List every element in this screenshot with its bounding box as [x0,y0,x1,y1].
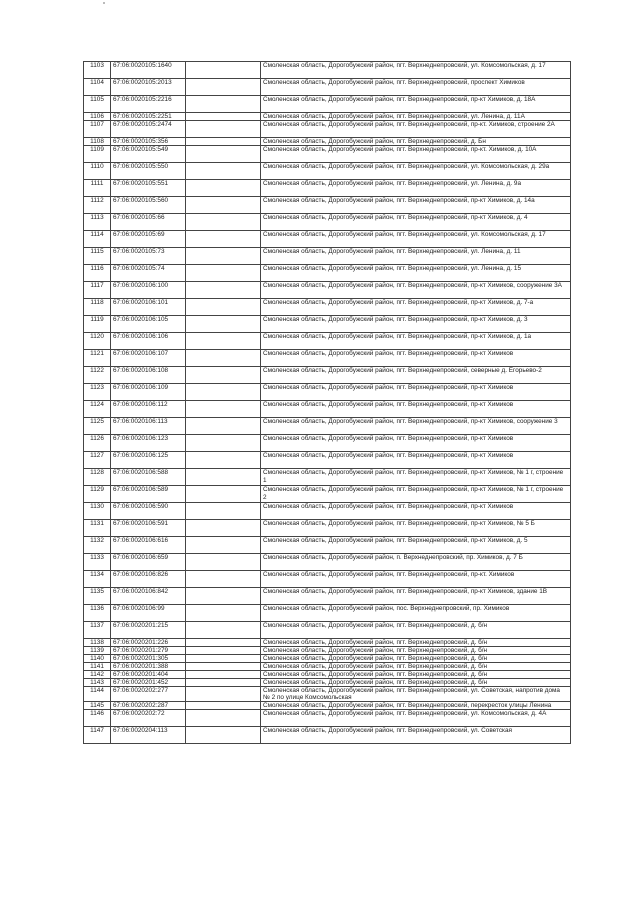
cadastral-number: 67:06:0020201:388 [111,663,186,671]
table-row [84,367,571,384]
row-number: 1112 [84,197,111,214]
row-number: 1105 [84,96,111,113]
address-cell: Смоленская область, Дорогобужский район, пгт. Верхнеднепровский, д. б/н [261,671,571,679]
cadastral-number: 67:06:0020105:551 [111,180,186,197]
row-number: 1108 [84,138,111,146]
address-cell: Смоленская область, Дорогобужский район, пгт. Верхнеднепровский, пр-кт Химиков [261,503,571,520]
empty-cell [186,214,261,231]
table-row [84,214,571,231]
address-cell: Смоленская область, Дорогобужский район, пгт. Верхнеднепровский, проспект Химиков [261,79,571,96]
table-row [84,605,571,622]
address-cell: Смоленская область, Дорогобужский район, пос. Верхнеднепровский, пр. Химиков [261,605,571,622]
address-cell: Смоленская область, Дорогобужский район, пгт. Верхнеднепровский, ул. Комсомольская, д. 17 [261,62,571,79]
cadastral-number: 67:06:0020105:74 [111,265,186,282]
table-row [84,146,571,163]
address-cell: Смоленская область, Дорогобужский район, пгт. Верхнеднепровский, пр-кт Химиков, № 5 Б [261,520,571,537]
empty-cell [186,503,261,520]
row-number: 1136 [84,605,111,622]
empty-cell [186,197,261,214]
registry-body [84,62,571,744]
empty-cell [186,163,261,180]
address-cell: Смоленская область, Дорогобужский район, пгт. Верхнеднепровский, пр-кт Химиков [261,452,571,469]
row-number: 1128 [84,469,111,486]
address-cell: Смоленская область, Дорогобужский район, пгт. Верхнеднепровский, северные д. Егорьево-2 [261,367,571,384]
cadastral-number: 67:06:0020202:287 [111,702,186,710]
row-number: 1120 [84,333,111,350]
row-number: 1127 [84,452,111,469]
table-row [84,113,571,121]
address-cell: Смоленская область, Дорогобужский район, пгт. Верхнеднепровский, ул. Ленина, д. 11А [261,113,571,121]
empty-cell [186,113,261,121]
cadastral-number: 67:06:0020105:2216 [111,96,186,113]
empty-cell [186,282,261,299]
row-number: 1113 [84,214,111,231]
table-row [84,350,571,367]
cadastral-number: 67:06:0020201:452 [111,679,186,687]
address-cell: Смоленская область, Дорогобужский район, пгт. Верхнеднепровский, д. б/н [261,647,571,655]
table-row [84,265,571,282]
cadastral-number: 67:06:0020106:108 [111,367,186,384]
empty-cell [186,554,261,571]
address-cell: Смоленская область, Дорогобужский район, пгт. Верхнеднепровский, ул. Комсомольская, д. 17 [261,231,571,248]
cadastral-number: 67:06:0020105:356 [111,138,186,146]
registry-table [83,61,571,744]
table-row [84,299,571,316]
address-cell: Смоленская область, Дорогобужский район, пгт. Верхнеднепровский, пр-кт Химиков [261,384,571,401]
empty-cell [186,571,261,588]
row-number: 1125 [84,418,111,435]
table-row [84,671,571,679]
cadastral-number: 67:06:0020106:113 [111,418,186,435]
address-cell: Смоленская область, Дорогобужский район, пгт. Верхнеднепровский, ул. Советская, напротив дома № 2 по улице Комсомольская [261,687,571,702]
address-cell: Смоленская область, Дорогобужский район, пгт. Верхнеднепровский, пр-кт Химиков, № 1 г, строение 1 [261,469,571,486]
empty-cell [186,679,261,687]
address-cell: Смоленская область, Дорогобужский район, пгт. Верхнеднепровский, пр-кт Химиков, д. 14а [261,197,571,214]
table-row [84,710,571,727]
address-cell: Смоленская область, Дорогобужский район, пгт. Верхнеднепровский, перекресток улицы Ленина [261,702,571,710]
table-row [84,639,571,647]
row-number: 1106 [84,113,111,121]
cadastral-number: 67:06:0020105:2474 [111,121,186,138]
row-number: 1130 [84,503,111,520]
cadastral-number: 67:06:0020105:73 [111,248,186,265]
table-row [84,79,571,96]
address-cell: Смоленская область, Дорогобужский район, пгт. Верхнеднепровский, пр-кт Химиков, здание 1В [261,588,571,605]
cadastral-number: 67:06:0020106:100 [111,282,186,299]
row-number: 1139 [84,647,111,655]
cadastral-number: 67:06:0020201:226 [111,639,186,647]
table-row [84,282,571,299]
address-cell: Смоленская область, Дорогобужский район, пгт. Верхнеднепровский, ул. Ленина, д. 9а [261,180,571,197]
table-row [84,486,571,503]
empty-cell [186,62,261,79]
table-row [84,452,571,469]
empty-cell [186,418,261,435]
address-cell: Смоленская область, Дорогобужский район, п. Верхнеднепровский, пр. Химиков, д. 7 Б [261,554,571,571]
address-cell: Смоленская область, Дорогобужский район, пгт. Верхнеднепровский, пр-кт Химиков [261,435,571,452]
cadastral-number: 67:06:0020106:826 [111,571,186,588]
row-number: 1114 [84,231,111,248]
address-cell: Смоленская область, Дорогобужский район, пгт. Верхнеднепровский, д. б/н [261,655,571,663]
row-number: 1103 [84,62,111,79]
cadastral-number: 67:06:0020204:113 [111,727,186,744]
table-row [84,384,571,401]
table-row [84,231,571,248]
address-cell: Смоленская область, Дорогобужский район, пгт. Верхнеднепровский, пр-кт Химиков [261,401,571,418]
table-row [84,163,571,180]
address-cell: Смоленская область, Дорогобужский район, пгт. Верхнеднепровский, пр-кт Химиков, д. 3 [261,316,571,333]
table-row [84,333,571,350]
row-number: 1122 [84,367,111,384]
address-cell: Смоленская область, Дорогобужский район, пгт. Верхнеднепровский, пр-кт Химиков, № 1 г, строение 2 [261,486,571,503]
empty-cell [186,350,261,367]
cadastral-number: 67:06:0020106:109 [111,384,186,401]
address-cell: Смоленская область, Дорогобужский район, пгт. Верхнеднепровский, д. б/н [261,679,571,687]
row-number: 1147 [84,727,111,744]
empty-cell [186,146,261,163]
table-row [84,197,571,214]
table-row [84,469,571,486]
cadastral-number: 67:06:0020106:105 [111,316,186,333]
row-number: 1116 [84,265,111,282]
cadastral-number: 67:06:0020106:99 [111,605,186,622]
empty-cell [186,401,261,418]
cadastral-number: 67:06:0020106:842 [111,588,186,605]
empty-cell [186,96,261,113]
address-cell: Смоленская область, Дорогобужский район, пгт. Верхнеднепровский, д. б/н [261,639,571,647]
scan-speck [103,2,105,4]
table-row [84,588,571,605]
address-cell: Смоленская область, Дорогобужский район, пгт. Верхнеднепровский, д. б/н [261,663,571,671]
table-row [84,435,571,452]
row-number: 1111 [84,180,111,197]
table-row [84,622,571,639]
cadastral-number: 67:06:0020201:305 [111,655,186,663]
cadastral-number: 67:06:0020202:72 [111,710,186,727]
cadastral-number: 67:06:0020201:279 [111,647,186,655]
empty-cell [186,180,261,197]
address-cell: Смоленская область, Дорогобужский район, пгт. Верхнеднепровский, пр-кт. Химиков, строение 2А [261,121,571,138]
table-row [84,138,571,146]
cadastral-number: 67:06:0020106:588 [111,469,186,486]
address-cell: Смоленская область, Дорогобужский район, пгт. Верхнеднепровский, ул. Советская [261,727,571,744]
empty-cell [186,486,261,503]
empty-cell [186,520,261,537]
table-row [84,702,571,710]
table-row [84,248,571,265]
empty-cell [186,710,261,727]
empty-cell [186,647,261,655]
cadastral-number: 67:06:0020202:277 [111,687,186,702]
cadastral-number: 67:06:0020106:112 [111,401,186,418]
row-number: 1110 [84,163,111,180]
empty-cell [186,663,261,671]
table-row [84,655,571,663]
address-cell: Смоленская область, Дорогобужский район, пгт. Верхнеднепровский, ул. Ленина, д. 11 [261,248,571,265]
table-row [84,571,571,588]
address-cell: Смоленская область, Дорогобужский район, пгт. Верхнеднепровский, пр-кт Химиков, д. 7-а [261,299,571,316]
empty-cell [186,121,261,138]
row-number: 1118 [84,299,111,316]
address-cell: Смоленская область, Дорогобужский район, пгт. Верхнеднепровский, д. б/н [261,622,571,639]
empty-cell [186,639,261,647]
cadastral-number: 67:06:0020106:106 [111,333,186,350]
table-row [84,687,571,702]
table-row [84,537,571,554]
row-number: 1142 [84,671,111,679]
address-cell: Смоленская область, Дорогобужский район, пгт. Верхнеднепровский, пр-кт Химиков, сооружение 3 [261,418,571,435]
cadastral-number: 67:06:0020106:107 [111,350,186,367]
empty-cell [186,469,261,486]
empty-cell [186,702,261,710]
row-number: 1134 [84,571,111,588]
row-number: 1117 [84,282,111,299]
empty-cell [186,605,261,622]
cadastral-number: 67:06:0020105:549 [111,146,186,163]
empty-cell [186,588,261,605]
address-cell: Смоленская область, Дорогобужский район, пгт. Верхнеднепровский, пр-кт Химиков, д. 4 [261,214,571,231]
address-cell: Смоленская область, Дорогобужский район, пгт. Верхнеднепровский, ул. Комсомольская, д. 4А [261,710,571,727]
table-row [84,62,571,79]
empty-cell [186,231,261,248]
empty-cell [186,316,261,333]
row-number: 1143 [84,679,111,687]
address-cell: Смоленская область, Дорогобужский район, пгт. Верхнеднепровский, пр-кт Химиков, д. 18А [261,96,571,113]
row-number: 1132 [84,537,111,554]
table-row [84,679,571,687]
table-row [84,96,571,113]
empty-cell [186,435,261,452]
empty-cell [186,265,261,282]
empty-cell [186,384,261,401]
row-number: 1119 [84,316,111,333]
cadastral-number: 67:06:0020106:123 [111,435,186,452]
cadastral-number: 67:06:0020201:404 [111,671,186,679]
cadastral-number: 67:06:0020105:2013 [111,79,186,96]
empty-cell [186,622,261,639]
row-number: 1135 [84,588,111,605]
cadastral-number: 67:06:0020105:69 [111,231,186,248]
row-number: 1131 [84,520,111,537]
address-cell: Смоленская область, Дорогобужский район, пгт. Верхнеднепровский, пр-кт Химиков, сооружение 3А [261,282,571,299]
cadastral-number: 67:06:0020105:550 [111,163,186,180]
table-row [84,520,571,537]
empty-cell [186,687,261,702]
empty-cell [186,655,261,663]
table-row [84,647,571,655]
cadastral-number: 67:06:0020106:590 [111,503,186,520]
cadastral-number: 67:06:0020106:589 [111,486,186,503]
row-number: 1124 [84,401,111,418]
empty-cell [186,452,261,469]
row-number: 1121 [84,350,111,367]
table-row [84,503,571,520]
empty-cell [186,299,261,316]
row-number: 1133 [84,554,111,571]
cadastral-number: 67:06:0020106:591 [111,520,186,537]
row-number: 1109 [84,146,111,163]
table-row [84,418,571,435]
table-row [84,121,571,138]
empty-cell [186,537,261,554]
address-cell: Смоленская область, Дорогобужский район, пгт. Верхнеднепровский, ул. Комсомольская, д. 29а [261,163,571,180]
address-cell: Смоленская область, Дорогобужский район, пгт. Верхнеднепровский, пр-кт Химиков, д. 1а [261,333,571,350]
cadastral-number: 67:06:0020106:125 [111,452,186,469]
empty-cell [186,333,261,350]
table-row [84,554,571,571]
address-cell: Смоленская область, Дорогобужский район, пгт. Верхнеднепровский, пр-кт Химиков, д. 5 [261,537,571,554]
address-cell: Смоленская область, Дорогобужский район, пгт. Верхнеднепровский, пр-кт. Химиков, д. 10А [261,146,571,163]
cadastral-number: 67:06:0020105:2251 [111,113,186,121]
row-number: 1140 [84,655,111,663]
row-number: 1115 [84,248,111,265]
row-number: 1145 [84,702,111,710]
row-number: 1144 [84,687,111,702]
address-cell: Смоленская область, Дорогобужский район, пгт. Верхнеднепровский, д. Бн [261,138,571,146]
empty-cell [186,79,261,96]
address-cell: Смоленская область, Дорогобужский район, пгт. Верхнеднепровский, пр-кт Химиков [261,350,571,367]
row-number: 1107 [84,121,111,138]
cadastral-number: 67:06:0020201:215 [111,622,186,639]
address-cell: Смоленская область, Дорогобужский район, пгт. Верхнеднепровский, ул. Ленина, д. 15 [261,265,571,282]
empty-cell [186,367,261,384]
row-number: 1137 [84,622,111,639]
row-number: 1146 [84,710,111,727]
empty-cell [186,671,261,679]
empty-cell [186,248,261,265]
row-number: 1138 [84,639,111,647]
row-number: 1123 [84,384,111,401]
empty-cell [186,138,261,146]
cadastral-number: 67:06:0020105:1640 [111,62,186,79]
cadastral-number: 67:06:0020105:560 [111,197,186,214]
cadastral-number: 67:06:0020105:66 [111,214,186,231]
cadastral-number: 67:06:0020106:101 [111,299,186,316]
table-row [84,401,571,418]
address-cell: Смоленская область, Дорогобужский район, пгт. Верхнеднепровский, пр-кт. Химиков [261,571,571,588]
table-row [84,727,571,744]
row-number: 1104 [84,79,111,96]
cadastral-number: 67:06:0020106:659 [111,554,186,571]
row-number: 1129 [84,486,111,503]
row-number: 1141 [84,663,111,671]
cadastral-number: 67:06:0020106:616 [111,537,186,554]
table-row [84,316,571,333]
table-row [84,180,571,197]
empty-cell [186,727,261,744]
table-row [84,663,571,671]
row-number: 1126 [84,435,111,452]
